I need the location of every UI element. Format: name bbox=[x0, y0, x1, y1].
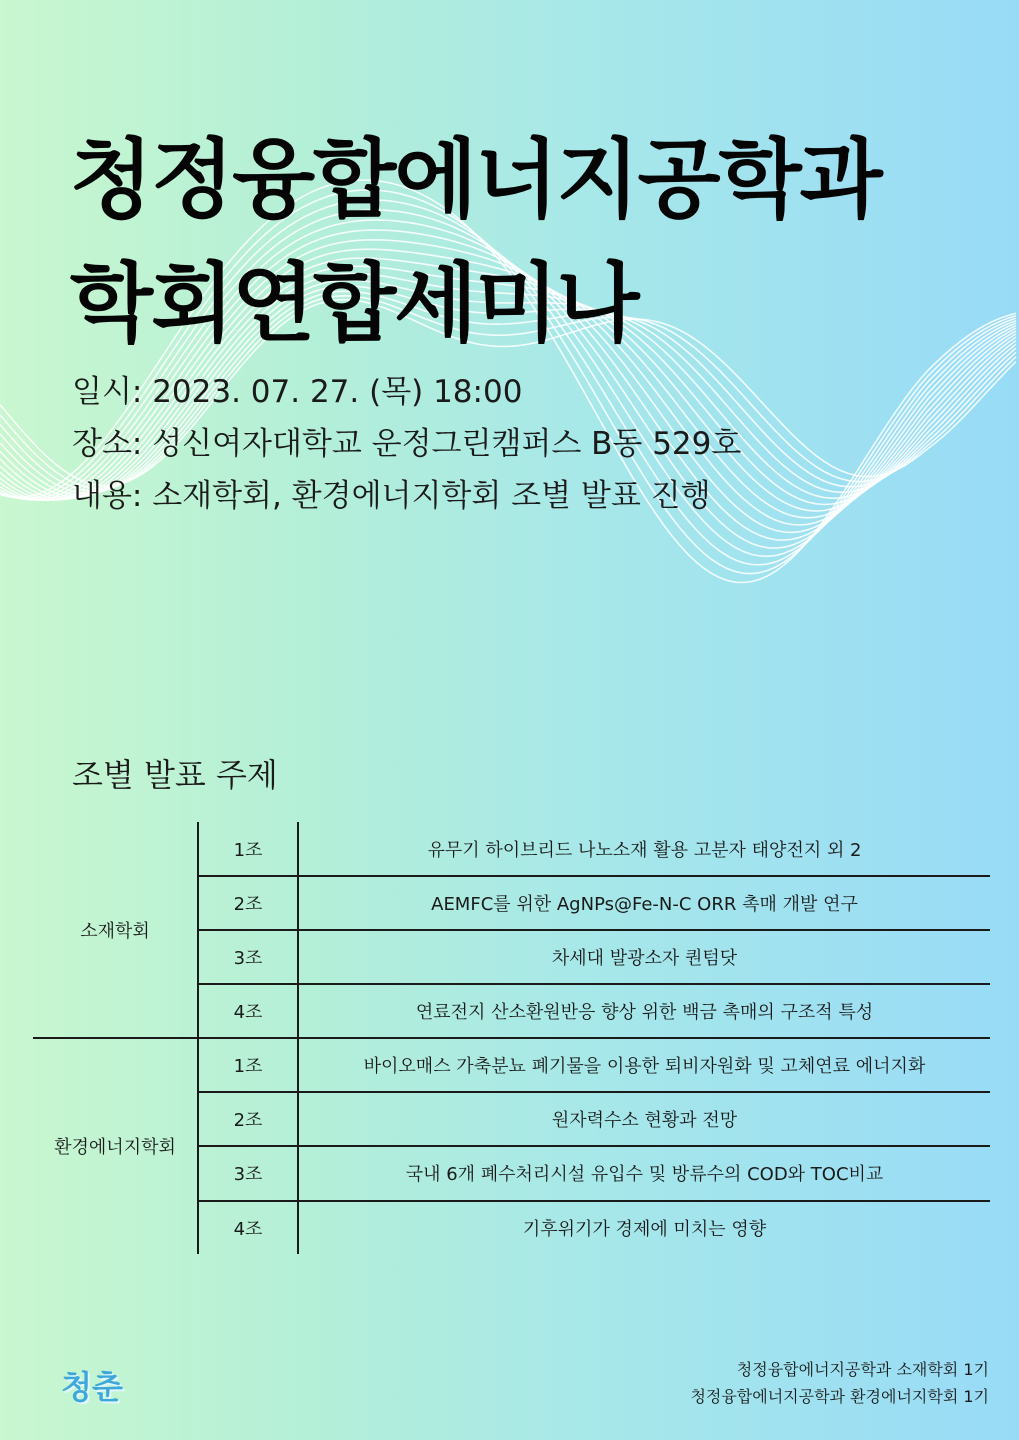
team-cell: 1조 bbox=[233, 1055, 263, 1077]
team-cell: 1조 bbox=[233, 839, 263, 861]
logo-text: 청춘 bbox=[61, 1368, 123, 1406]
event-content: 내용: 소재학회, 환경에너지학회 조별 발표 진행 bbox=[72, 478, 711, 514]
event-date: 일시: 2023. 07. 27. (목) 18:00 bbox=[72, 374, 523, 410]
footer-line-2: 청정융합에너지공학과 환경에너지학회 1기 bbox=[690, 1387, 989, 1406]
table-divider bbox=[197, 1091, 990, 1093]
topic-cell: 국내 6개 폐수처리시설 유입수 및 방류수의 COD와 TOC비교 bbox=[405, 1164, 884, 1185]
team-cell: 4조 bbox=[233, 1218, 263, 1240]
topic-cell: 연료전지 산소환원반응 향상 위한 백금 촉매의 구조적 특성 bbox=[415, 1001, 874, 1023]
footer-line-1: 청정융합에너지공학과 소재학회 1기 bbox=[736, 1360, 989, 1379]
event-place: 장소: 성신여자대학교 운정그린캠퍼스 B동 529호 bbox=[72, 426, 742, 462]
team-cell: 2조 bbox=[233, 893, 263, 915]
table-divider bbox=[197, 929, 990, 931]
topic-cell: AEMFC를 위한 AgNPs@Fe-N-C ORR 촉매 개발 연구 bbox=[431, 893, 858, 915]
title-line-2: 학회연합세미나 bbox=[70, 254, 638, 354]
group-label: 소재학회 bbox=[80, 920, 150, 942]
team-cell: 3조 bbox=[233, 947, 263, 969]
team-cell: 4조 bbox=[233, 1001, 263, 1023]
footer-credits bbox=[690, 1356, 989, 1410]
logo bbox=[46, 1362, 138, 1408]
topic-cell: 바이오매스 가축분뇨 폐기물을 이용한 퇴비자원화 및 고체연료 에너지화 bbox=[363, 1055, 926, 1077]
table-divider bbox=[197, 983, 990, 985]
team-cell: 3조 bbox=[233, 1164, 263, 1185]
topic-cell: 차세대 발광소자 퀀텀닷 bbox=[551, 947, 738, 969]
table-divider bbox=[297, 822, 299, 1254]
topic-cell: 원자력수소 현황과 전망 bbox=[551, 1109, 738, 1131]
table-divider bbox=[197, 1200, 990, 1202]
table-divider bbox=[197, 822, 199, 1254]
team-cell: 2조 bbox=[233, 1109, 263, 1131]
page-title bbox=[70, 118, 881, 366]
table-divider bbox=[197, 1145, 990, 1147]
event-info bbox=[72, 366, 741, 522]
topic-cell: 기후위기가 경제에 미치는 영향 bbox=[522, 1218, 767, 1240]
table-divider bbox=[33, 1037, 990, 1039]
group-label: 환경에너지학회 bbox=[54, 1137, 176, 1158]
table-divider bbox=[197, 875, 990, 877]
section-heading: 조별 발표 주제 bbox=[72, 756, 278, 794]
topic-cell: 유무기 하이브리드 나노소재 활용 고분자 태양전지 외 2 bbox=[427, 839, 862, 861]
title-line-1: 청정융합에너지공학과 bbox=[70, 130, 881, 230]
